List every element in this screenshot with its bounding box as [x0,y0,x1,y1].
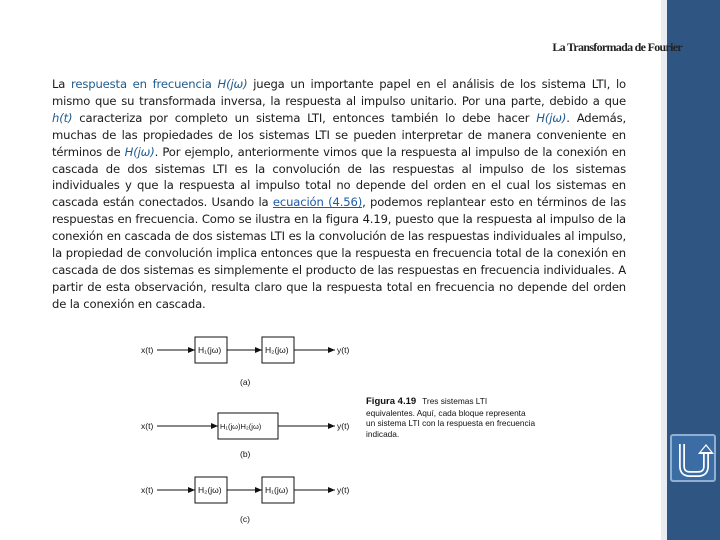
text-segment: . Además, muchas de las propiedades de los sistemas LTI se pueden interpretar de manera conveniente en términos de [52,110,626,159]
text-segment: caracteriza por completo un sistema LTI, entonces también lo debe hacer [72,110,537,125]
term-h-t: h(t) [52,110,73,125]
figure-number: Figura 4.19 [366,396,417,407]
return-arrow-icon [672,436,714,480]
equation-link[interactable]: ecuación (4.56) [272,195,363,210]
h12-label-b: H₁(jω)H₂(jω) [220,422,262,431]
term-H-jw: H(jω) [536,110,567,125]
x-label-c: x(t) [141,485,154,495]
figure-label-c: (c) [240,514,250,524]
text-segment: . Por ejemplo, anteriormente vimos que la respuesta al impulso de la conexión en cascada de dos sistemas LTI es la convolución de las respuestas al impulso de los sistemas individuales y que la respuesta al impulso total no depende del orden en el cual los sistemas en cascada están conectados. Usando la [52,144,626,210]
caption-text: Tres sistemas LTI equivalentes. Aquí, cada bloque representa un sistema LTI con la respuesta en frecuencia indicada. [366,396,536,439]
text-segment: juega un importante papel en el análisis de los sistema LTI, lo mismo que su transformada inversa, la respuesta al impulso unitario. Por una parte, debido a que [52,77,626,108]
slide-title: La Transformada de Fourier [552,40,682,54]
figure-label-b: (b) [240,449,251,459]
x-label-a: x(t) [141,345,154,355]
y-label-c: y(t) [337,485,350,495]
h2-label-a: H₂(jω) [265,345,289,355]
term-H-jw: H(jω) [124,144,155,159]
figure-caption [366,396,536,439]
y-label-b: y(t) [337,421,350,431]
text-segment: La [52,77,72,91]
x-label-b: x(t) [141,421,154,431]
h1-label-a: H₁(jω) [198,345,222,355]
h1-label-c: H₁(jω) [265,485,289,495]
term-H-jw: H(jω) [217,77,248,91]
return-button[interactable] [670,434,716,482]
text-segment: , podemos replantear esto en términos de las respuestas en frecuencia. Como se ilustra en la figura 4.19, puesto que la respuesta al impulso de la conexión en cascada de dos sistemas LTI es la convolución de las respuestas individuales al impulso, la propiedad de convolución implica entonces que la respuesta en frecuencia total de la conexión en cascada de dos sistemas es simplemente el producto de las respuestas en frecuencia individuales. A partir de esta observación, resulta claro que la respuesta total en frecuencia no depende del orden de la conexión en cascada. [52,195,627,311]
figure-label-a: (a) [240,377,251,387]
body-paragraph [52,76,626,313]
h2-label-c: H₂(jω) [198,485,222,495]
term-respuesta-frecuencia: respuesta en frecuencia [71,77,212,91]
y-label-a: y(t) [337,345,350,355]
